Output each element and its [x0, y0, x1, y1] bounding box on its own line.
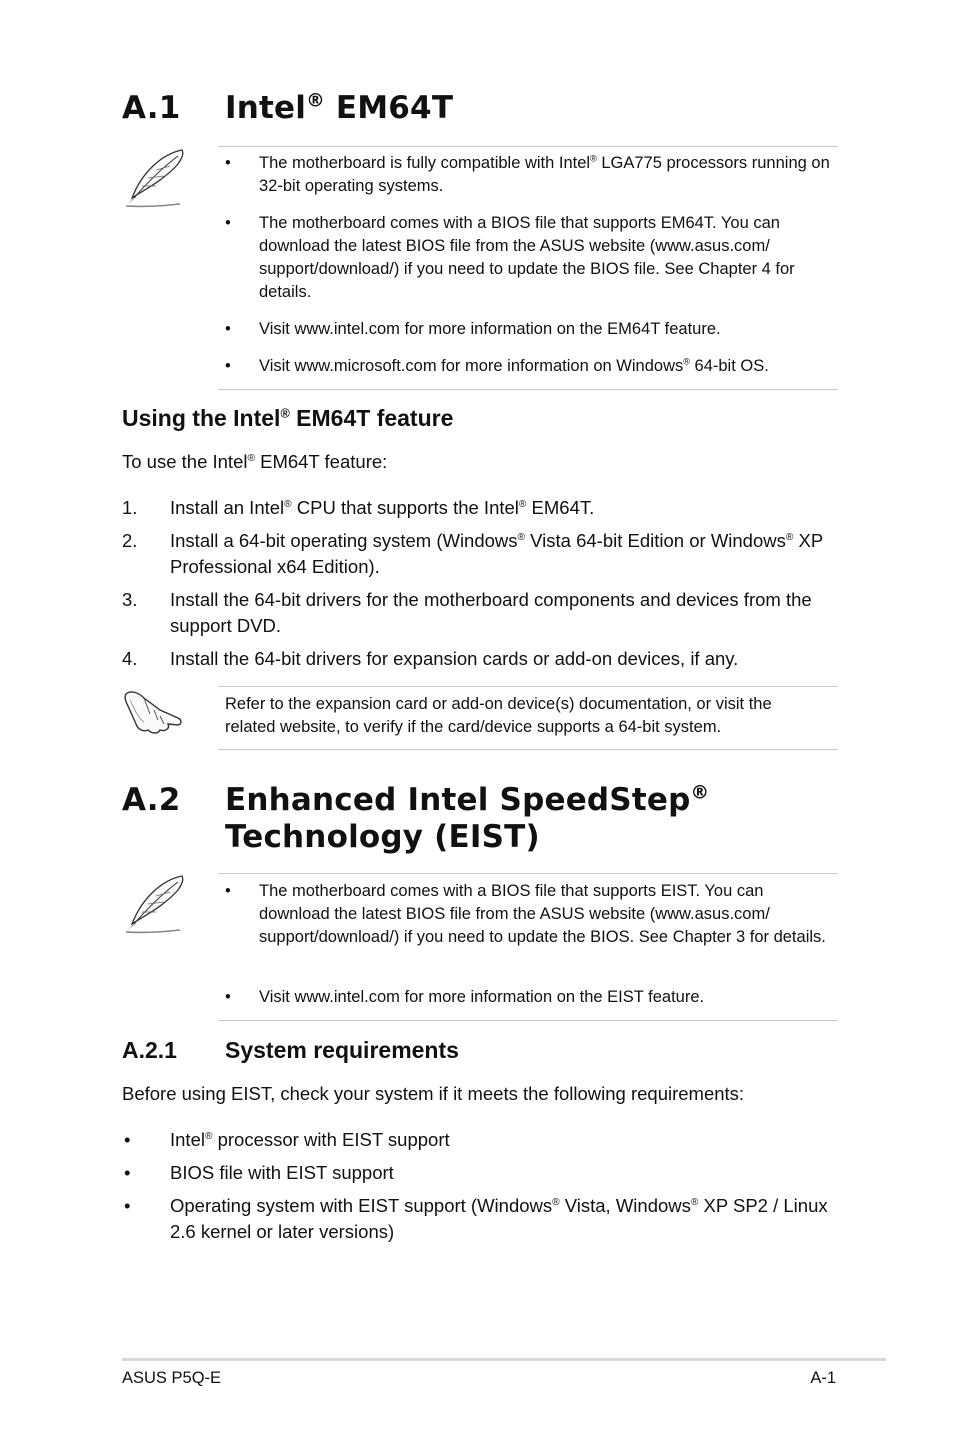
section-number: A.1: [122, 90, 181, 126]
section-number: A.2: [122, 782, 181, 818]
section-title-line2: Technology (EIST): [225, 819, 540, 855]
section-title-line1: Enhanced Intel SpeedStep®: [225, 782, 710, 818]
subsection-title: System requirements: [225, 1037, 459, 1063]
bullet: •: [225, 357, 231, 375]
intro-paragraph: To use the Intel® EM64T feature:: [122, 451, 388, 472]
footer-product-name: ASUS P5Q-E: [122, 1369, 222, 1387]
section-heading-a2: [122, 782, 822, 862]
bullet: •: [124, 1129, 131, 1150]
requirements-intro: Before using EIST, check your system if it meets the following requirements:: [122, 1083, 745, 1104]
note-feather-icon: [122, 872, 188, 943]
bullet: •: [124, 1195, 131, 1216]
subsection-number: A.2.1: [122, 1037, 177, 1063]
note-hand-icon: [124, 688, 186, 741]
footer-divider: [122, 1358, 886, 1361]
subsection-heading-a21: [122, 1037, 622, 1067]
subheading-using-em64t: Using the Intel® EM64T feature: [122, 405, 454, 431]
section-heading-a1: [122, 90, 822, 130]
bullet: •: [225, 154, 231, 172]
note-box-em64t: • The motherboard is fully compatible with Intel® LGA775 processors running on 32-bit operating systems. • The motherboard comes with a BIOS file that supports EM64T. You can download the latest BIOS file from the ASUS website (www.asus.com/ support/download/) if you need to update the BIOS file. See Chapter 4 for details. • Visit www.intel.com for more information on the EM64T feature. • Visit www.microsoft.com for more information on Windows® 64-bit OS.: [218, 146, 838, 390]
bullet: •: [124, 1162, 131, 1183]
footer-page-number: A-1: [810, 1369, 836, 1387]
bullet: •: [225, 988, 231, 1006]
note-feather-icon: [122, 146, 188, 217]
bullet: •: [225, 214, 231, 232]
bullet: •: [225, 882, 231, 900]
section-title: Intel® EM64T: [225, 90, 454, 126]
note-box-eist: • The motherboard comes with a BIOS file that supports EIST. You can download the latest BIOS file from the ASUS website (www.asus.com/ support/download/) if you need to update the BIOS. See Chapter 3 for details. • Visit www.intel.com for more information on the EIST feature.: [218, 873, 838, 1021]
bullet: •: [225, 320, 231, 338]
note-text: Refer to the expansion card or add-on device(s) documentation, or visit the related website, to verify if the card/device supports a 64-bit system.: [225, 695, 772, 736]
note-box-expansion: [218, 686, 838, 750]
